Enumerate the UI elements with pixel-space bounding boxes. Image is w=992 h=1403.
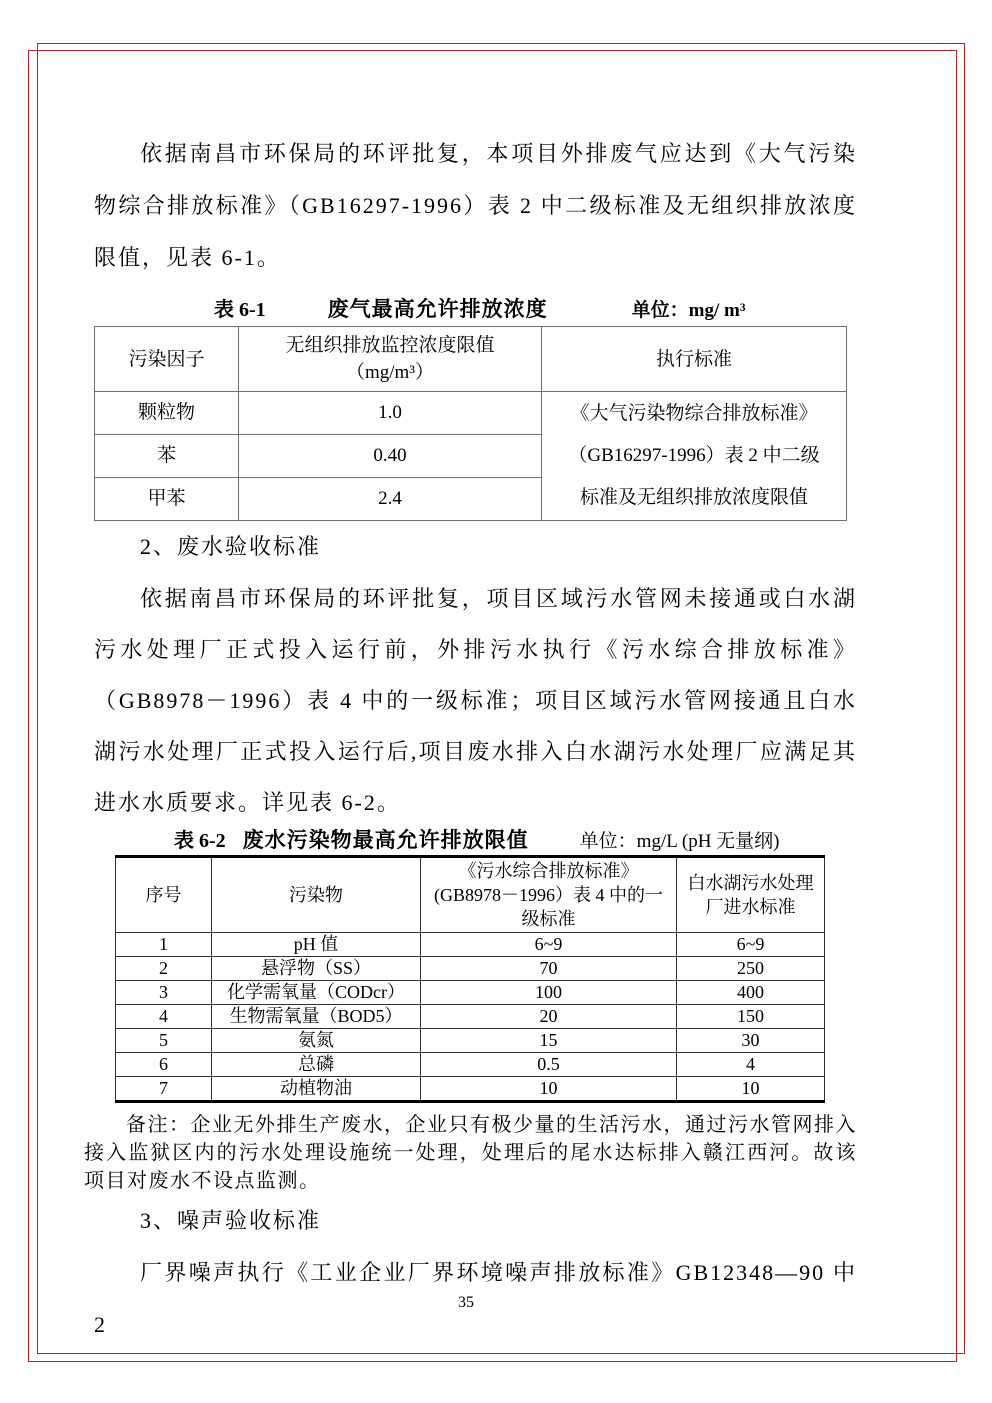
header-pollutant-factor: 污染因子 <box>95 327 239 392</box>
table-6-2-unit: 单位：mg/L (pH 无量纲) <box>579 831 780 852</box>
cell-gb-limit: 15 <box>421 1029 677 1053</box>
cell-pollutant: 颗粒物 <box>95 392 239 435</box>
paragraph-noise-intro: 厂界噪声执行《工业企业厂界环境噪声排放标准》GB12348—90 中 2 <box>94 1260 857 1337</box>
cell-intake-limit: 30 <box>677 1029 825 1053</box>
header-executed-standard: 执行标准 <box>542 327 847 392</box>
cell-limit: 0.40 <box>239 435 542 478</box>
table-row <box>95 392 847 435</box>
cell-pollutant: 动植物油 <box>212 1077 421 1102</box>
cell-pollutant: 化学需氧量（CODcr） <box>212 981 421 1005</box>
table-6-1-unit: 单位：mg/ m³ <box>631 300 746 321</box>
page-content <box>84 128 857 1351</box>
cell-intake-limit: 10 <box>677 1077 825 1102</box>
table-6-1-caption <box>94 296 857 322</box>
heading-wastewater-standard: 2、废水验收标准 <box>140 534 322 559</box>
table-row <box>116 933 825 957</box>
table-6-1 <box>94 326 847 521</box>
cell-pollutant: 总磷 <box>212 1053 421 1077</box>
cell-standard-merged: 《大气污染物综合排放标准》（GB16297-1996）表 2 中二级标准及无组织排放浓度限值 <box>542 392 847 521</box>
table-row <box>116 957 825 981</box>
cell-intake-limit: 6~9 <box>677 933 825 957</box>
cell-pollutant: pH 值 <box>212 933 421 957</box>
cell-pollutant: 生物需氧量（BOD5） <box>212 1005 421 1029</box>
cell-index: 5 <box>116 1029 212 1053</box>
table-row <box>116 1029 825 1053</box>
cell-gb-limit: 10 <box>421 1077 677 1102</box>
header-plant-intake-standard: 白水湖污水处理厂进水标准 <box>677 857 825 933</box>
cell-index: 6 <box>116 1053 212 1077</box>
cell-index: 2 <box>116 957 212 981</box>
table-row <box>116 1077 825 1102</box>
cell-index: 1 <box>116 933 212 957</box>
cell-index: 4 <box>116 1005 212 1029</box>
table-6-2-header-row <box>116 857 825 933</box>
cell-pollutant: 悬浮物（SS） <box>212 957 421 981</box>
cell-index: 7 <box>116 1077 212 1102</box>
table-6-1-title: 废气最高允许排放浓度 <box>327 297 548 321</box>
table-row <box>116 1005 825 1029</box>
table-row <box>116 1053 825 1077</box>
table-6-1-header-row <box>95 327 847 392</box>
table-6-1-label: 表 6-1 <box>214 299 266 321</box>
cell-limit: 1.0 <box>239 392 542 435</box>
header-index: 序号 <box>116 857 212 933</box>
table-6-2-label: 表 6-2 <box>174 830 226 852</box>
cell-gb-limit: 6~9 <box>421 933 677 957</box>
heading-noise-standard: 3、噪声验收标准 <box>140 1208 322 1233</box>
cell-gb-limit: 20 <box>421 1005 677 1029</box>
cell-pollutant: 甲苯 <box>95 478 239 521</box>
table-row <box>116 981 825 1005</box>
table-6-2-caption <box>94 828 857 852</box>
header-unorganized-limit <box>239 327 542 392</box>
cell-pollutant: 氨氮 <box>212 1029 421 1053</box>
header-gb8978-standard: 《污水综合排放标准》(GB8978－1996）表 4 中的一级标准 <box>421 857 677 933</box>
table-6-2-note: 备注：企业无外排生产废水，企业只有极少量的生活污水，通过污水管网排入接入监狱区内的污水处理设施统一处理，处理后的尾水达标排入赣江西河。故该项目对废水不设点监测。 <box>84 1114 857 1192</box>
header-unorganized-limit-line2: （mg/m³） <box>345 362 435 383</box>
header-unorganized-limit-line1: 无组织排放监控浓度限值 <box>285 335 495 356</box>
cell-pollutant: 苯 <box>95 435 239 478</box>
cell-intake-limit: 150 <box>677 1005 825 1029</box>
paragraph-wastewater-intro: 依据南昌市环保局的环评批复，项目区域污水管网未接通或白水湖污水处理厂正式投入运行前，外排污水执行《污水综合排放标准》（GB8978－1996）表 4 中的一级标准；项目区域污水管网接通且白水湖污水处理厂正式投入运行后,项目废水排入白水湖污水处理厂应满足其进水水质要求。详见表 6-2。 <box>94 586 857 815</box>
table-6-2-title: 废水污染物最高允许排放限值 <box>242 828 529 852</box>
cell-index: 3 <box>116 981 212 1005</box>
table-6-2 <box>115 855 825 1103</box>
cell-intake-limit: 250 <box>677 957 825 981</box>
cell-gb-limit: 100 <box>421 981 677 1005</box>
cell-gb-limit: 70 <box>421 957 677 981</box>
header-pollutant: 污染物 <box>212 857 421 933</box>
cell-gb-limit: 0.5 <box>421 1053 677 1077</box>
paragraph-waste-gas-intro: 依据南昌市环保局的环评批复，本项目外排废气应达到《大气污染物综合排放标准》（GB16297-1996）表 2 中二级标准及无组织排放浓度限值，见表 6-1。 <box>94 141 857 270</box>
cell-intake-limit: 4 <box>677 1053 825 1077</box>
cell-limit: 2.4 <box>239 478 542 521</box>
cell-intake-limit: 400 <box>677 981 825 1005</box>
page-number: 35 <box>458 1294 474 1311</box>
